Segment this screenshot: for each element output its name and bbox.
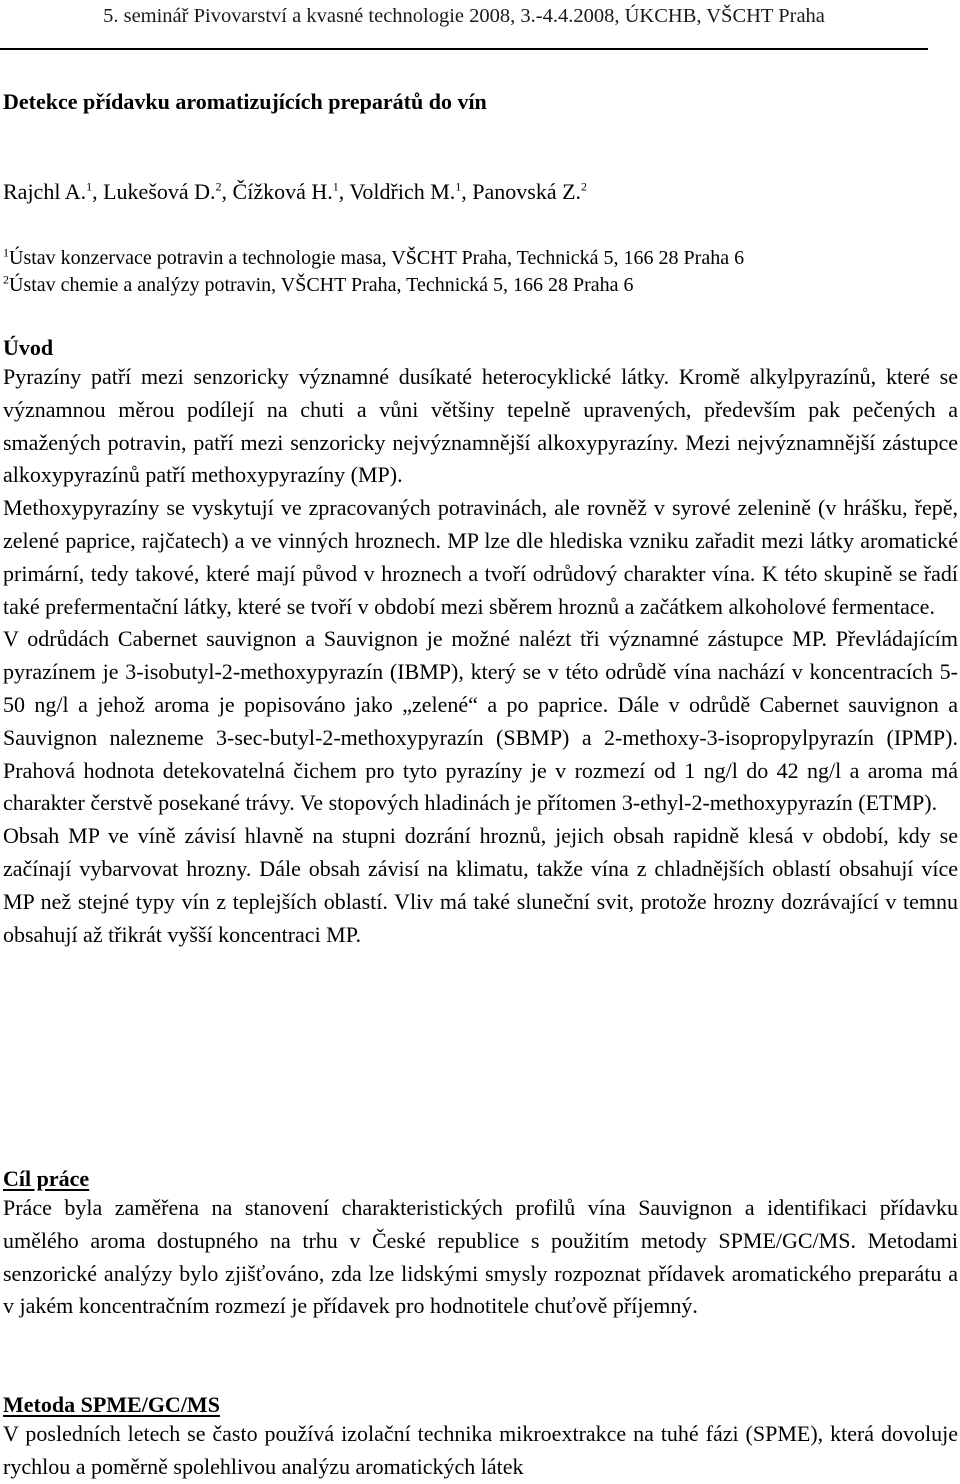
author-separator: , <box>92 179 104 204</box>
affiliation-mark: 1 <box>3 245 9 260</box>
section-body-uvod <box>3 361 958 951</box>
affiliation-mark: 2 <box>3 272 9 287</box>
paper-title: Detekce přídavku aromatizujících preparátů do vín <box>3 89 487 114</box>
affiliation-2 <box>3 272 953 298</box>
section-heading-cil-prace: Cíl práce <box>3 1166 90 1191</box>
paragraph: Methoxypyrazíny se vyskytují ve zpracovaných potravinách, ale rovněž v syrové zelenině (v hrášku, řepě, zelené paprice, rajčatech) a ve vinných hroznech. MP lze dle hlediska vzniku zařadit mezi látky aromatické primární, tedy takové, které mají původ v hroznech a tvoří odrůdový charakter vína. K této skupině se řadí také prefermentační látky, které se tvoří v období mezi sběrem hroznů a začátkem alkoholové fermentace. <box>3 495 958 619</box>
author-affiliation-mark: 2 <box>581 179 588 194</box>
affiliation-text: Ústav konzervace potravin a technologie masa, VŠCHT Praha, Technická 5, 166 28 Praha 6 <box>9 247 745 269</box>
section-body-metoda <box>3 1418 958 1484</box>
author-affiliation-mark: 1 <box>455 179 462 194</box>
author-list <box>3 178 953 206</box>
author-affiliation-mark: 1 <box>86 179 93 194</box>
header-rule <box>0 48 928 50</box>
paragraph: Pyrazíny patří mezi senzoricky významné dusíkaté heterocyklické látky. Kromě alkylpyrazínů, které se významnou měrou podílejí na chuti a vůni většiny tepelně upravených, především pak pečených a smažených potravin, patří mezi senzoricky nejvýznamnější alkoxypyrazíny. Mezi nejvýznamnější zástupce alkoxypyrazínů patří methoxypyrazíny (MP). <box>3 364 958 488</box>
paragraph: V posledních letech se často používá izolační technika mikroextrakce na tuhé fázi (SPME), která dovoluje rychlou a poměrně spolehlivou analýzu aromatických látek <box>3 1421 958 1479</box>
author-name: Voldřich M. <box>349 179 456 204</box>
section-heading-metoda: Metoda SPME/GC/MS <box>3 1392 220 1417</box>
author-affiliation-mark: 1 <box>332 179 339 194</box>
running-header: 5. seminář Pivovarství a kvasné technologie 2008, 3.-4.4.2008, ÚKCHB, VŠCHT Praha <box>103 5 825 27</box>
paragraph: V odrůdách Cabernet sauvignon a Sauvignon je možné nalézt tři významné zástupce MP. Převládajícím pyrazínem je 3-isobutyl-2-methoxypyrazín (IBMP), který se v této odrůdě vína nachází v koncentracích 5-50 ng/l a jehož aroma je popisováno jako „zelené“ a po paprice. Dále v odrůdě Cabernet sauvignon a Sauvignon nalezneme 3-sec-butyl-2-methoxypyrazín (SBMP) a 2-methoxy-3-isopropylpyrazín (IPMP). Prahová hodnota detekovatelná čichem pro tyto pyrazíny je v rozmezí od 1 ng/l do 42 ng/l a aroma má charakter čerstvě posekané trávy. Ve stopových hladinách je přítomen 3-ethyl-2-methoxypyrazín (ETMP). <box>3 626 958 816</box>
paragraph: Práce byla zaměřena na stanovení charakteristických profilů vína Sauvignon a identifikaci přídavku umělého aroma dostupného na trhu v České republice s použitím metody SPME/GC/MS. Metodami senzorické analýzy bylo zjišťováno, zda lze lidskými smysly rozpoznat přídavek aromatického preparátu a v jakém koncentračním rozmezí je přídavek pro hodnotitele chuťově příjemný. <box>3 1195 958 1319</box>
affiliation-1 <box>3 245 953 271</box>
author-affiliation-mark: 2 <box>215 179 222 194</box>
author-name: Lukešová D. <box>103 179 216 204</box>
author-separator: , <box>461 179 473 204</box>
author-name: Panovská Z. <box>472 179 582 204</box>
section-heading-uvod: Úvod <box>3 335 54 360</box>
author-name: Rajchl A. <box>3 179 87 204</box>
paragraph: Obsah MP ve víně závisí hlavně na stupni dozrání hroznů, jejich obsah rapidně klesá v období, kdy se začínají vybarvovat hrozny. Dále obsah závisí na klimatu, takže vína z chladnějších oblastí obsahují více MP než stejné typy vín z teplejších oblastí. Vliv má také sluneční svit, protože hrozny dozrávající v temnu obsahují až třikrát vyšší koncentraci MP. <box>3 823 958 947</box>
author-separator: , <box>221 179 233 204</box>
affiliation-text: Ústav chemie a analýzy potravin, VŠCHT Praha, Technická 5, 166 28 Praha 6 <box>9 274 634 296</box>
author-name: Čížková H. <box>232 179 333 204</box>
section-body-cil-prace <box>3 1192 958 1323</box>
author-separator: , <box>338 179 350 204</box>
